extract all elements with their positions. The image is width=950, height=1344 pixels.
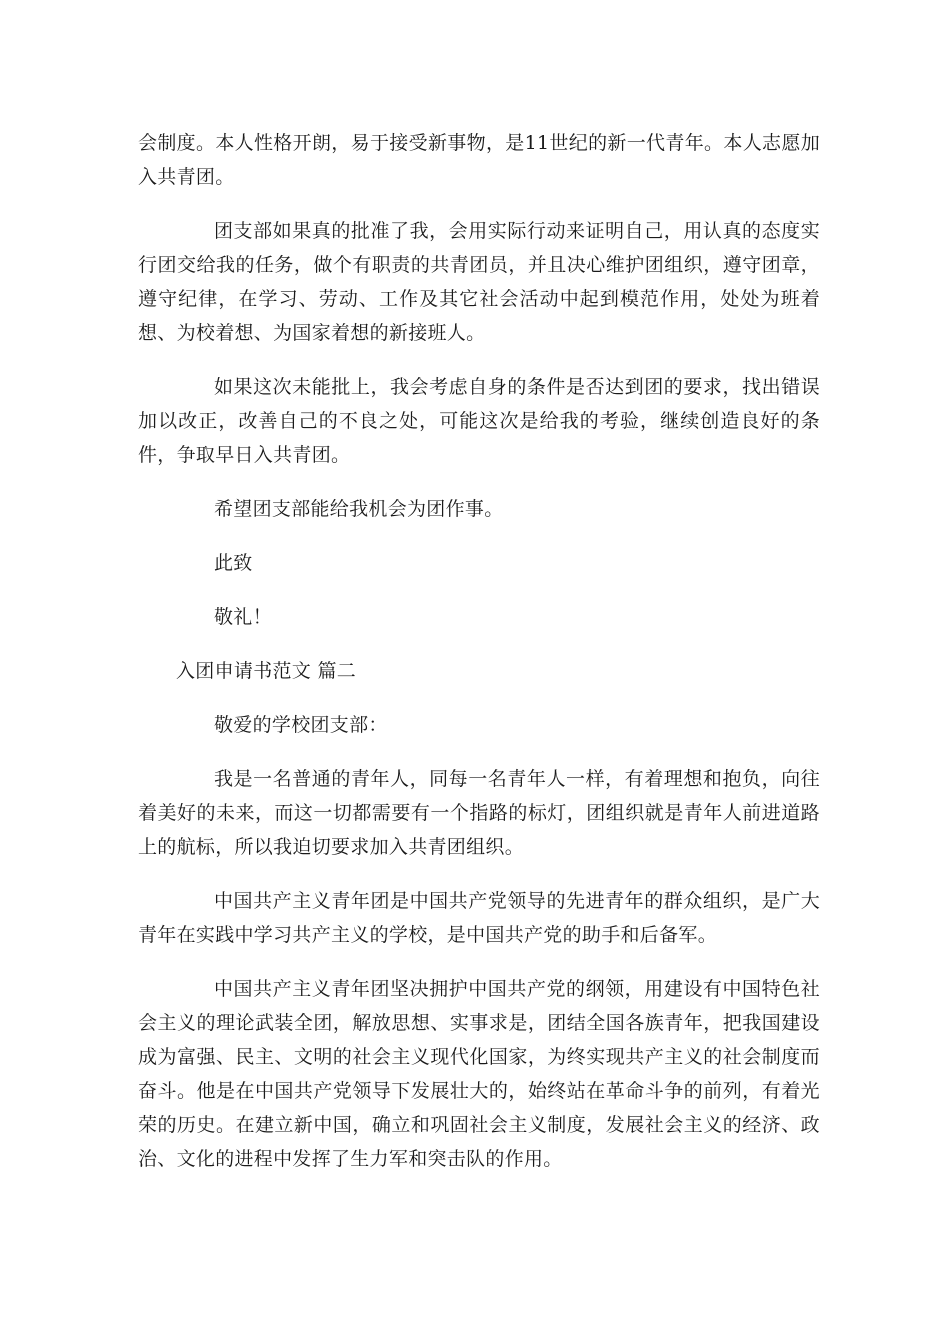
paragraph-hope: 希望团支部能给我机会为团作事。 (214, 498, 504, 520)
closing-regards: 敬礼！ (214, 606, 272, 628)
paragraph-if-rejected: 如果这次未能批上，我会考虑自身的条件是否达到团的要求，找出错误加以改正，改善自己的不良之处，可能这次是给我的考验，继续创造良好的条件，争取早日入共青团。 (138, 376, 820, 466)
paragraph-league-definition: 中国共产主义青年团是中国共产党领导的先进青年的群众组织，是广大青年在实践中学习共产主义的学校，是中国共产党的助手和后备军。 (138, 890, 820, 946)
document-body (138, 126, 820, 1196)
paragraph-introduction: 我是一名普通的青年人，同每一名青年人一样，有着理想和抱负，向往着美好的未来，而这一切都需要有一个指路的标灯，团组织就是青年人前进道路上的航标，所以我迫切要求加入共青团组织。 (138, 768, 820, 858)
letter-greeting: 敬爱的学校团支部： (214, 714, 388, 736)
paragraph-commitment: 团支部如果真的批准了我，会用实际行动来证明自己，用认真的态度实行团交给我的任务，做个有职责的共青团员，并且决心维护团组织，遵守团章，遵守纪律，在学习、劳动、工作及其它社会活动中起到模范作用，处处为班着想、为校着想、为国家着想的新接班人。 (138, 220, 820, 344)
paragraph-league-program: 中国共产主义青年团坚决拥护中国共产党的纲领，用建设有中国特色社会主义的理论武装全团，解放思想、实事求是，团结全国各族青年，把我国建设成为富强、民主、文明的社会主义现代化国家，为终实现共产主义的社会制度而奋斗。他是在中国共产党领导下发展壮大的，始终站在革命斗争的前列，有着光荣的历史。在建立新中国，确立和巩固社会主义制度，发展社会主义的经济、政治、文化的进程中发挥了生力军和突击队的作用。 (138, 978, 820, 1170)
section-heading: 入团申请书范文 篇二 (176, 660, 357, 682)
closing-salutation: 此致 (214, 552, 253, 574)
paragraph-continuation: 会制度。本人性格开朗，易于接受新事物，是11世纪的新一代青年。本人志愿加入共青团。 (138, 132, 820, 188)
